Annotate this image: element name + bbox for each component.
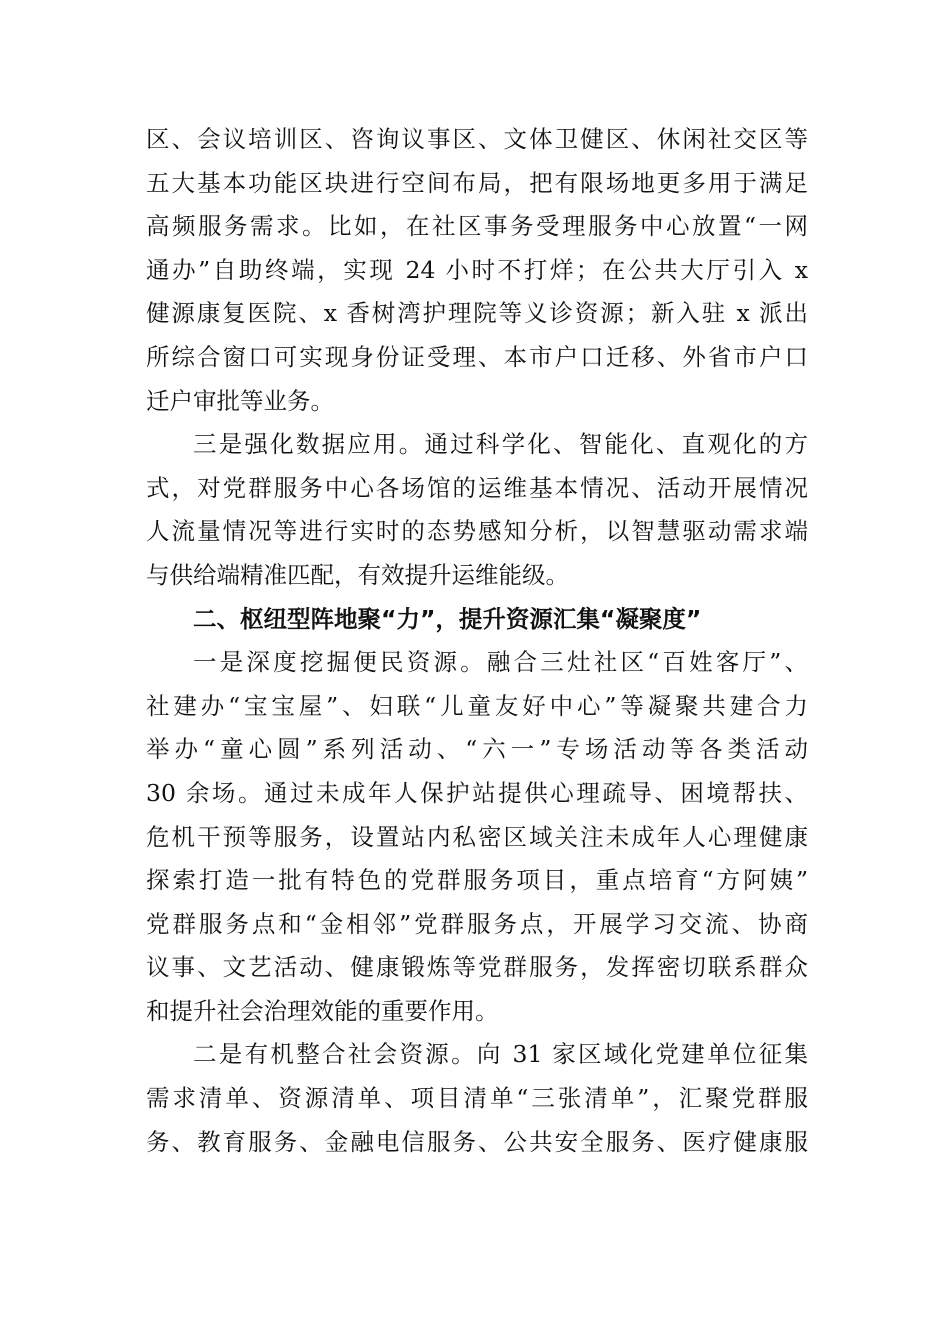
paragraph-line: 务、教育服务、金融电信服务、公共安全服务、医疗健康服 (146, 1127, 808, 1156)
paragraph-1 (146, 118, 808, 423)
paragraph-4 (146, 1033, 808, 1164)
paragraph-line: 二是有机整合社会资源。向 31 家区域化党建单位征集 (193, 1040, 808, 1069)
paragraph-line: 社建办“宝宝屋”、妇联“儿童友好中心”等凝聚共建合力 (146, 691, 808, 720)
paragraph-line: 高频服务需求。比如，在社区事务受理服务中心放置“一网 (146, 212, 808, 241)
paragraph-line: 党群服务点和“金相邻”党群服务点，开展学习交流、协商 (146, 909, 808, 938)
paragraph-line: 探索打造一批有特色的党群服务项目，重点培育“方阿姨” (146, 866, 808, 895)
paragraph-2 (146, 423, 808, 597)
section-heading: 二、枢纽型阵地聚“力”，提升资源汇集“凝聚度” (193, 604, 702, 633)
paragraph-line: 需求清单、资源清单、项目清单“三张清单”，汇聚党群服 (146, 1084, 808, 1113)
paragraph-line: 迁户审批等业务。 (146, 386, 334, 415)
paragraph-line: 区、会议培训区、咨询议事区、文体卫健区、休闲社交区等 (146, 125, 808, 153)
paragraph-line: 三是强化数据应用。通过科学化、智能化、直观化的方 (193, 430, 808, 459)
paragraph-line: 一是深度挖掘便民资源。融合三灶社区“百姓客厅”、 (193, 648, 808, 677)
paragraph-line: 五大基本功能区块进行空间布局，把有限场地更多用于满足 (146, 168, 808, 197)
paragraph-line: 健源康复医院、x 香树湾护理院等义诊资源；新入驻 x 派出 (146, 299, 808, 328)
paragraph-line: 与供给端精准匹配，有效提升运维能级。 (146, 560, 569, 589)
paragraph-line: 危机干预等服务，设置站内私密区域关注未成年人心理健康 (146, 822, 808, 851)
document-body (146, 118, 808, 1164)
paragraph-line: 式，对党群服务中心各场馆的运维基本情况、活动开展情况 (146, 473, 808, 502)
paragraph-line: 和提升社会治理效能的重要作用。 (146, 996, 499, 1025)
paragraph-line: 举办“童心圆”系列活动、“六一”专场活动等各类活动 (146, 735, 808, 764)
paragraph-3 (146, 641, 808, 1033)
paragraph-line: 30 余场。通过未成年人保护站提供心理疏导、困境帮扶、 (146, 778, 808, 807)
paragraph-line: 通办”自助终端，实现 24 小时不打烊；在公共大厅引入 x (146, 255, 808, 284)
paragraph-line: 议事、文艺活动、健康锻炼等党群服务，发挥密切联系群众 (146, 953, 808, 982)
paragraph-line: 人流量情况等进行实时的态势感知分析，以智慧驱动需求端 (146, 517, 808, 546)
paragraph-line: 所综合窗口可实现身份证受理、本市户口迁移、外省市户口 (146, 342, 808, 371)
